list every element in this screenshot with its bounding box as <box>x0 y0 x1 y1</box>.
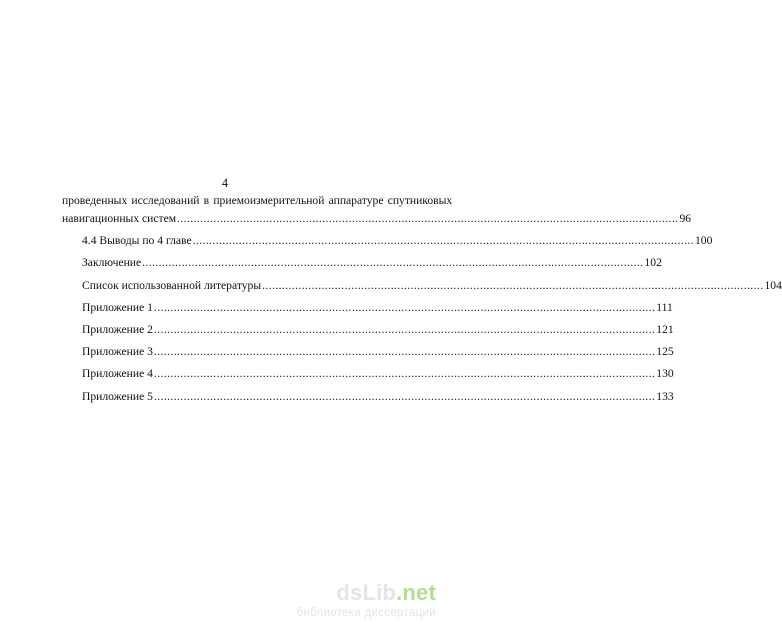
toc-entry <box>62 299 673 317</box>
toc-entry <box>62 388 674 406</box>
toc-entry-page: 121 <box>656 322 674 336</box>
dot-leader: ........................................................................................................................................................ <box>142 256 644 270</box>
dot-leader: ........................................................................................................................................................ <box>177 212 679 225</box>
toc-entry-page: 111 <box>656 300 673 314</box>
toc-entry-label: навигационных систем <box>62 212 177 225</box>
dot-leader: ........................................................................................................................................................ <box>153 300 656 314</box>
toc-continuation-line: проведенных исследований в приемоизмерительной аппаратуре спутниковых <box>62 194 453 207</box>
watermark-logo-main: dsLib <box>336 580 397 605</box>
dot-leader: ........................................................................................................................................................ <box>153 367 656 381</box>
dot-leader: ........................................................................................................................................................ <box>153 389 656 403</box>
page-number: 4 <box>221 176 229 190</box>
toc-entry <box>62 254 662 272</box>
watermark-logo <box>336 580 436 606</box>
toc-entry-label: Приложение 4 <box>82 367 153 381</box>
toc-entry-page: 125 <box>656 345 674 359</box>
toc-entry-page: 100 <box>694 234 713 248</box>
toc-entry <box>62 365 674 383</box>
dot-leader: ........................................................................................................................................................ <box>153 345 656 359</box>
dot-leader: ........................................................................................................................................................ <box>262 278 764 292</box>
toc-entry-label: Список использованной литературы <box>82 278 262 292</box>
toc-entry-page: 133 <box>656 389 674 403</box>
watermark-subtitle: библиотека диссертаций <box>296 607 436 619</box>
toc-entry <box>62 343 674 361</box>
dot-leader: ........................................................................................................................................................ <box>192 234 694 248</box>
toc-entry-label: Приложение 3 <box>82 345 153 359</box>
toc-entry-label: Приложение 2 <box>82 322 153 336</box>
toc-entry-label: Приложение 1 <box>82 300 153 314</box>
toc-entry-page: 96 <box>679 212 692 225</box>
dslib-watermark <box>266 580 436 626</box>
dot-leader: ........................................................................................................................................................ <box>153 322 656 336</box>
toc-entry <box>62 277 782 295</box>
toc-entry <box>62 232 713 250</box>
toc-entry-label: 4.4 Выводы по 4 главе <box>82 234 192 248</box>
toc-entry <box>62 321 674 339</box>
toc-entry <box>62 210 692 228</box>
toc-entry-page: 102 <box>644 256 662 270</box>
toc-entry-page: 130 <box>656 367 674 381</box>
toc-entry-page: 104 <box>764 278 782 292</box>
table-of-contents <box>62 192 782 406</box>
toc-entry-label: Заключение <box>82 256 142 270</box>
watermark-logo-tld: .net <box>396 580 436 605</box>
toc-entry-label: Приложение 5 <box>82 389 153 403</box>
